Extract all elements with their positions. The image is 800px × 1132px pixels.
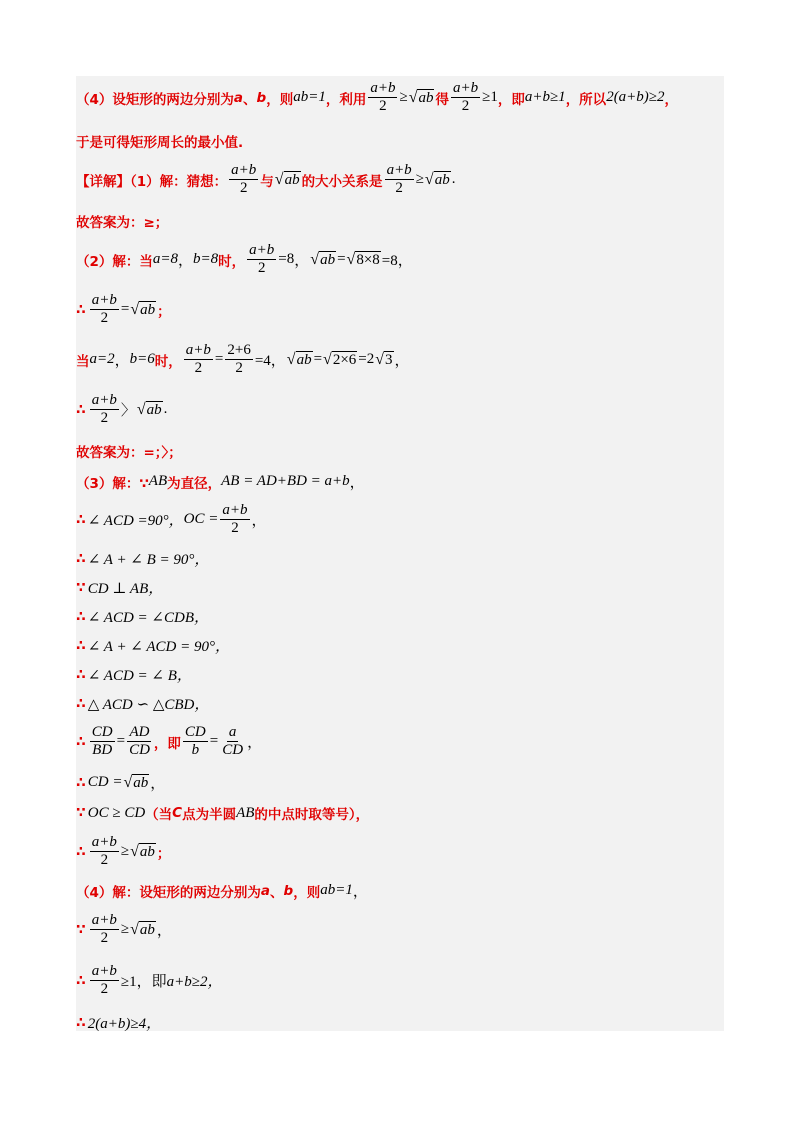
s3-line2 [76,502,267,537]
var-a: a [233,89,244,106]
text: 于是可得矩形周长的最小值. [76,135,244,151]
math: AB [236,804,255,821]
math: b=6 [129,351,155,367]
text: ，则 [266,91,294,108]
s3-line12 [76,834,170,869]
math: ab=1 [293,89,326,105]
s3-line8 [76,693,209,714]
sqrt: √ ab [130,920,155,938]
text: ，利用 [325,91,367,108]
because-icon: ∵ [76,579,86,596]
s3-line6 [76,635,230,656]
fraction: $\frac{CD}{b}$ [184,724,206,758]
math: ∠ ACD = ∠CDB， [87,610,209,626]
therefore-icon: ∴ [76,550,86,567]
answer1 [76,211,168,231]
text: ，所以 [565,91,607,108]
s3-line1 [76,471,365,492]
sqrt: √ ab [130,842,155,860]
math: ， [150,776,166,792]
var-b: b [256,89,267,106]
text: 与 [260,173,274,190]
sqrt: √ ab [310,250,336,268]
var-b: b [283,882,294,899]
text: 点为半圆 [182,807,237,823]
text: 为直径， [167,475,222,492]
sqrt: √ 8×8 [346,250,380,268]
math: AB [148,473,168,489]
text: ，即 [497,91,525,108]
math: OC ≥ CD [87,804,146,821]
s4-line4 [76,1012,161,1033]
text: 、 [243,91,257,108]
s4-line2 [76,912,172,947]
fraction: $\frac{CD}{BD}$ [91,724,113,758]
math: = [120,301,130,317]
s4-line3 [76,963,222,998]
math: ≥ [120,921,130,937]
math: 〉 [120,403,136,419]
text: 得 [435,91,449,108]
math: a+b≥1 [524,89,566,105]
text: 、 [270,884,284,901]
math: . [163,401,168,417]
therefore-icon: ∴ [76,637,86,654]
fraction: $\frac{a+b}{2}$ [91,392,117,426]
text: 当 [76,353,90,370]
s4-intro-line2 [76,131,243,151]
math: a+b≥2， [166,974,223,990]
math: ≥ [120,843,130,859]
because-icon: ∵ [76,921,86,938]
math: =8 [278,251,295,267]
sqrt: √ ab [123,773,149,791]
therefore-icon: ∴ [76,695,86,712]
therefore-icon: ∴ [76,733,86,750]
fraction: $\frac{a+b}{2}$ [386,162,412,196]
math: ， [178,253,194,269]
math: CD = [87,774,123,790]
text: ； [157,303,171,320]
sqrt: √ ab [130,300,156,318]
s3-line7 [76,664,192,685]
text: 的中点时取等号）， [254,807,370,823]
text: （2）解：当 [76,253,153,270]
text: 时， [218,253,246,270]
text: C [172,805,183,821]
math: . [451,171,456,187]
text: （当 [145,807,173,823]
math: ab=1 [320,882,353,898]
because-icon: ∵ [76,805,86,821]
therefore-icon: ∴ [76,666,86,683]
math: ， [294,253,310,269]
fraction: $\frac{a+b}{2}$ [222,502,248,536]
var-a: a [260,882,271,899]
therefore-icon: ∴ [76,1014,86,1031]
s2-line4 [76,392,167,427]
sqrt: √ ab [136,400,162,418]
s3-line5 [76,606,209,627]
sqrt: √ ab [408,88,434,106]
text: 故答案为：=；〉； [76,445,182,461]
math: b=8 [193,251,219,267]
text: 时， [154,353,182,370]
math: ∠ A + ∠ B = 90°， [87,552,210,568]
therefore-icon: ∴ [76,608,86,625]
math: ， [352,884,368,900]
math: 2(a+b)≥4， [87,1016,162,1032]
sqrt: √ 2×6 [323,350,357,368]
text: ，则 [293,884,321,901]
math: =2 [358,351,375,367]
s3-line4 [76,577,163,598]
fraction: $\frac{a+b}{2}$ [452,80,479,114]
fraction: $\frac{a+b}{2}$ [231,162,257,196]
fraction: $\frac{a+b}{2}$ [185,342,211,376]
therefore-icon: ∴ [76,401,86,418]
therefore-icon: ∴ [76,301,86,318]
text: 的大小关系是 [301,173,383,190]
therefore-icon: ∴ [76,774,86,791]
s3-line9: ∴ $\frac{CD}{BD}$ = $\frac{AD}{CD}$ ，即 $\frac{CD}{b}$ = $\frac{a}{CD}$ ， [76,724,263,758]
fraction: $\frac{AD}{CD}$ [129,724,150,758]
s3-line11 [76,803,369,823]
sqrt: √ ab [286,350,312,368]
fraction: $\frac{a+b}{2}$ [249,242,275,276]
s4-line1 [76,880,368,901]
math: ≥1 [482,89,498,105]
s3-line10 [76,772,165,793]
math: 2(a+b)≥2 [606,89,665,105]
math: ∠ A + ∠ ACD = 90°， [87,639,230,655]
s4-intro-line [76,80,678,115]
math: ≥1，即 [120,974,167,990]
math: ， [349,475,365,491]
math: CD ⊥ AB， [87,581,164,597]
s2-line2 [76,292,171,327]
text: 故答案为：≥； [76,215,169,231]
math: a=8 [152,251,179,267]
math: =4， [254,353,286,369]
therefore-icon: ∴ [76,843,86,860]
s3-line3 [76,548,209,569]
math: ≥ [399,89,408,105]
math: ∠ ACD =90°， [87,513,184,529]
sqrt: √ ab [274,170,300,188]
sqrt: √ 3 [375,350,393,368]
math: a=2 [89,351,115,367]
fraction: $\frac{a}{CD}$ [222,724,244,758]
therefore-icon: ∴ [76,972,86,989]
therefore-icon: ∴ [76,511,86,528]
text: （3）解：∵ [76,475,149,492]
math: △ ACD ∽ △CBD， [87,697,210,713]
math: ， [394,353,410,369]
math: =8， [381,253,413,269]
math: ， [156,923,172,939]
fraction: $\frac{a+b}{2}$ [91,292,117,326]
answer2 [76,441,182,461]
math: ， [247,735,263,751]
fraction: $\frac{a+b}{2}$ [370,80,396,114]
text: （4）设矩形的两边分别为 [76,91,234,108]
s2-line3: 当 a=2 ， b=6 时， $\frac{a+b}{2}$ = $\frac{2+6}{2}$ =4， √ ab = √ 2×6 =2 √ 3 ， [76,342,410,376]
math: ≥ [415,171,424,187]
detail-line [76,162,455,197]
math: ∠ ACD = ∠ B， [87,668,192,684]
fraction: $\frac{a+b}{2}$ [91,963,117,997]
detail-tag: 【详解】（1）解：猜想： [76,173,228,190]
fraction: $\frac{a+b}{2}$ [91,912,117,946]
text: ， [664,91,679,108]
fraction: $\frac{2+6}{2}$ [227,342,251,376]
math: ， [251,513,267,529]
math: AB = AD+BD = a+b [221,473,350,489]
text: ，即 [153,735,181,752]
math: ， [114,353,130,369]
fraction: $\frac{a+b}{2}$ [91,834,117,868]
text: （4）解：设矩形的两边分别为 [76,884,261,901]
sqrt: √ ab [424,170,450,188]
s2-line1: （2）解：当 a=8 ， b=8 时， $\frac{a+b}{2}$ =8 ， √ ab = √ 8×8 =8， [76,242,413,276]
math: OC = [183,511,219,527]
text: ； [156,845,171,862]
